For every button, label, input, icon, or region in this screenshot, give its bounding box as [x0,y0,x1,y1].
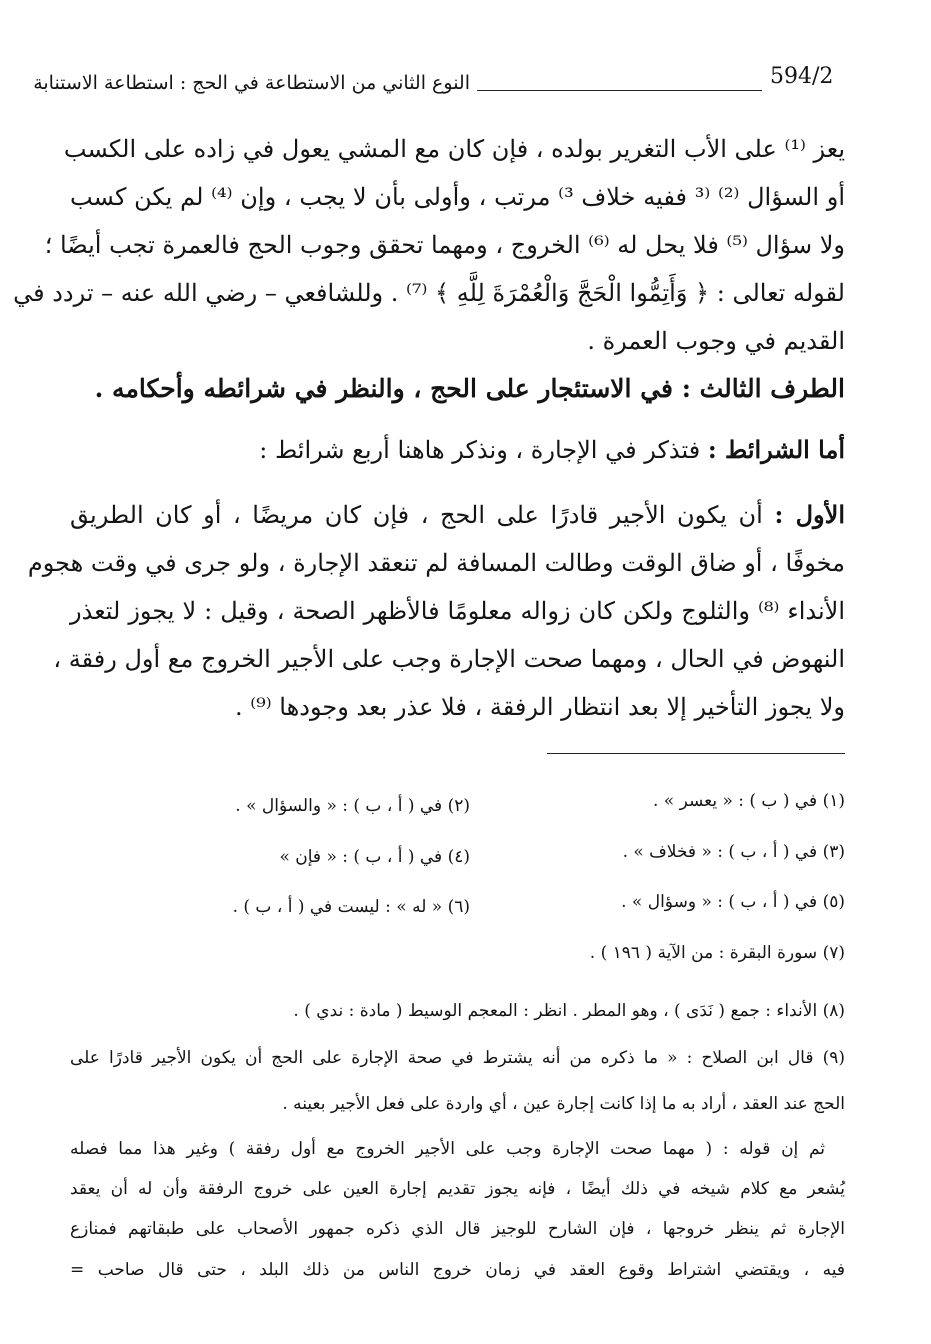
body-line: ولا يجوز التأخير إلا بعد انتظار الرفقة ، فلا عذر بعد وجودها ⁽⁹⁾ . [235,693,845,721]
footnote: (٤) في ( أ ، ب ) : « فإن » [279,847,470,867]
body-line: الأنداء ⁽⁸⁾ والثلوج ولكن كان زواله معلومًا فالأظهر الصحة ، وقيل : لا يجوز لتعذر [70,597,846,625]
body-line: يعز ⁽¹⁾ على الأب التغرير بولده ، فإن كان مع المشي يعول في زاده على الكسب [63,135,845,163]
footnote: (٢) في ( أ ، ب ) : « والسؤال » . [235,796,470,816]
footnote: (١) في ( ب ) : « يعسر » . [652,791,845,811]
page-number: 594/2 [770,64,834,89]
running-title: النوع الثاني من الاستطاعة في الحج : استطاعة الاستنابة [33,72,470,94]
conditions-text: فتذكر في الإجارة ، ونذكر هاهنا أربع شرائط : [259,436,701,464]
footnote: (٣) في ( أ ، ب ) : « فخلاف » . [622,842,845,862]
body-line: أو السؤال ⁽²⁾ ⁽³ ففيه خلاف ³⁾ مرتب ، وأولى بأن لا يجب ، وإن ⁽⁴⁾ لم يكن كسب [70,183,846,211]
footnote-line: يُشعر مع كلام شيخه في ذلك أيضًا ، فإنه يجوز تقديم إجارة العين على خروج الرفقة وأن له أن يعقد [70,1179,845,1199]
body-line: ولا سؤال ⁽⁵⁾ فلا يحل له ⁽⁶⁾ الخروج ، ومهما تحقق وجوب الحج فالعمرة تجب أيضًا ؛ [44,231,845,259]
footnote: (٦) « له » : ليست في ( أ ، ب ) . [232,897,470,917]
footnote-line: ثم إن قوله : ( مهما صحت الإجارة وجب على الأجير الخروج مع أول رفقة ) وغير هذا مما فصله [70,1139,825,1159]
footnote-rule [547,753,845,754]
footnote-line: الإجارة ثم ينظر خروجها ، فإن الشارح للوجيز قال الذي ذكره جمهور الأصحاب على طبقاتهم فمنازع [70,1219,845,1239]
first-condition-line [70,497,845,533]
footnote-line: (٩) قال ابن الصلاح : « ما ذكره من أنه يشترط في صحة الإجارة على الحج أن يكون الأجير قادرًا على [70,1048,845,1068]
conditions-label: أما الشرائط : [707,435,845,464]
body-line: مخوفًا ، أو ضاق الوقت وطالت المسافة لم تنعقد الإجارة ، ولو جرى في وقت هجوم [27,549,845,577]
conditions-intro [70,432,845,468]
body-line: القديم في وجوب العمرة . [587,327,845,355]
footnote: (٧) سورة البقرة : من الآية ( ١٩٦ ) . [589,943,845,963]
footnote-line: فيه ، ويقتضي اشتراط وقوع العقد في زمان خروج الناس من ذلك البلد ، حتى قال صاحب = [70,1260,845,1280]
footnote: (٥) في ( أ ، ب ) : « وسؤال » . [621,892,845,912]
footnote-line: الحج عند العقد ، أراد به ما إذا كانت إجارة عين ، أي واردة على فعل الأجير بعينه . [282,1094,845,1114]
first-condition-label: الأول : [774,500,845,529]
header-rule [477,90,762,91]
section-heading: الطرف الثالث : في الاستئجار على الحج ، والنظر في شرائطه وأحكامه . [94,374,845,403]
body-line: النهوض في الحال ، ومهما صحت الإجارة وجب على الأجير الخروج مع أول رفقة ، [53,645,845,673]
first-condition-text: أن يكون الأجير قادرًا على الحج ، فإن كان مريضًا ، أو كان الطريق [70,501,763,529]
footnote: (٨) الأنداء : جمع ( نَدَى ) ، وهو المطر . انظر : المعجم الوسيط ( مادة : ندي ) . [293,1001,845,1021]
body-line: لقوله تعالى : ﴿ وَأَتِمُّوا الْحَجَّ وَالْعُمْرَةَ لِلَّهِ ﴾ ⁽⁷⁾ . وللشافعي – رضي الله عنه – تردد في [13,279,845,307]
